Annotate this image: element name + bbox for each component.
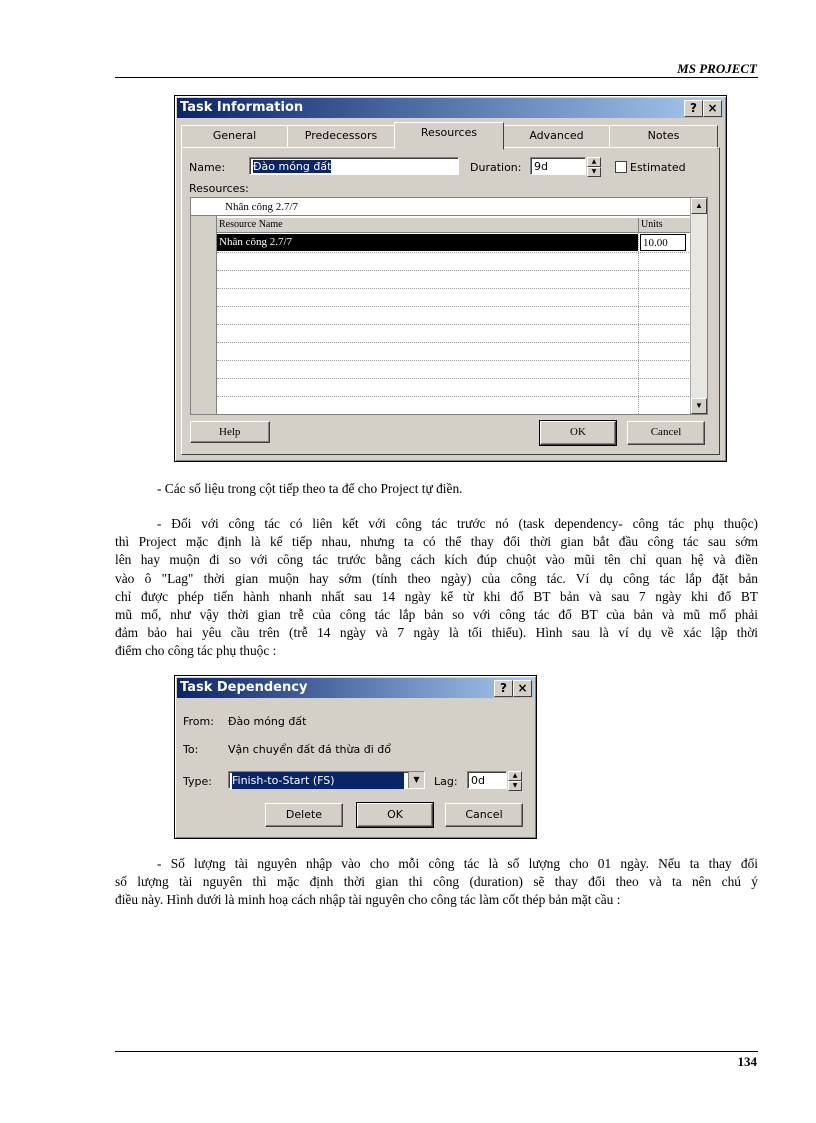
cancel-button[interactable]: Cancel [445,803,523,827]
page-header-title: MS PROJECT [677,61,757,76]
header-rule [115,77,758,78]
paragraph-3 [115,855,758,910]
scroll-down-icon[interactable]: ▼ [691,398,707,414]
spin-up-icon[interactable]: ▲ [587,157,601,167]
resource-name-cell: Nhân công 2.7/7 [219,236,293,248]
delete-button[interactable]: Delete [265,803,343,827]
estimated-checkbox[interactable] [615,161,627,173]
grid-line [217,288,689,289]
ok-button[interactable]: OK [357,803,433,827]
resources-grid[interactable] [190,197,708,415]
grid-line [217,270,689,271]
paragraph-3-line: điều này. Hình dưới là minh hoạ cách nhập tài nguyên cho công tác làm cốt thép bản mặt cầu : [115,892,621,908]
spin-down-icon[interactable]: ▼ [508,781,522,791]
dialog-title: Task Information [180,100,304,115]
help-icon[interactable]: ? [684,100,703,117]
column-header-units[interactable]: Units [639,218,691,233]
spin-down-icon[interactable]: ▼ [587,167,601,177]
cancel-button[interactable]: Cancel [627,421,705,445]
chevron-down-icon[interactable]: ▼ [408,772,424,788]
duration-input[interactable]: 9d [530,157,586,175]
grid-line [217,360,689,361]
paragraph-2-line: - Đối với công tác có liên kết với công tác trước nó (task dependency- công tác phụ thuộc) [157,516,758,531]
paragraph-3-line: số lượng tài nguyên thì mặc định thời gian thi công (duration) sẽ thay đổi theo và ta nên chú ý [115,874,758,890]
grid-line [217,378,689,379]
duration-label: Duration: [470,161,522,174]
grid-line [217,342,689,343]
name-label: Name: [189,161,226,174]
scroll-up-icon[interactable]: ▲ [691,198,707,214]
tab-general[interactable]: General [181,125,288,149]
table-row-selected[interactable] [217,234,638,251]
paragraph-2-line: lên hay muộn đi so với công tác trước bằng cách kích đúp chuột vào mũi tên chỉ quan hệ và điền [115,552,758,568]
dialog-title: Task Dependency [180,680,308,695]
paragraph-2-line: điểm cho công tác phụ thuộc : [115,643,277,659]
grid-scrollbar[interactable] [690,198,707,414]
paragraph-2-line: vào ô "Lag" thời gian muộn hay sớm (tính theo ngày) của công tác. Ví dụ công tác lắp đặt bản [115,570,758,586]
paragraph-1 [115,480,758,498]
task-dependency-dialog [174,675,537,839]
grid-line [217,252,689,253]
tab-notes[interactable]: Notes [609,125,718,149]
from-value: Đào móng đất [228,715,307,728]
spin-up-icon[interactable]: ▲ [508,771,522,781]
type-value: Finish-to-Start (FS) [232,772,404,789]
footer-rule [115,1051,758,1052]
paragraph-1-text: - Các số liệu trong cột tiếp theo ta để cho Project tự điền. [157,481,463,496]
ok-button[interactable]: OK [540,421,616,445]
help-button[interactable]: Help [190,421,270,443]
lag-label: Lag: [434,775,458,788]
to-label: To: [183,743,199,756]
dialog-title-bar [177,98,724,118]
duration-spinner[interactable] [587,157,601,175]
close-icon[interactable]: × [513,680,532,697]
tab-resources[interactable]: Resources [394,122,504,150]
resources-label: Resources: [189,182,249,195]
grid-edit-bar[interactable]: Nhân công 2.7/7 [191,198,691,216]
from-label: From: [183,715,214,728]
units-cell[interactable]: 10.00 [640,234,686,251]
to-value: Vận chuyển đất đá thừa đi đổ [228,743,391,756]
column-header-resource-name[interactable]: Resource Name [217,218,639,233]
grid-line [217,306,689,307]
name-value: Đào móng đất [253,160,332,173]
page-number: 134 [737,1054,757,1069]
grid-line [217,324,689,325]
name-input[interactable] [249,157,459,175]
units-divider [638,232,639,414]
paragraph-2-line: mũ mố, như vậy thời gian trễ của công tác lắp bản so với công tác đổ BT của bản và mũ mố phải [115,607,758,623]
close-icon[interactable]: × [703,100,722,117]
type-select[interactable] [228,771,425,789]
lag-spinner[interactable] [508,771,522,789]
paragraph-2-line: thì Project mặc định là kế tiếp nhau, nhưng ta có thể thay đổi thời gian bắt đầu công tác sau sớm [115,534,758,550]
row-header-column [191,216,217,414]
dialog-title-bar [177,678,534,698]
paragraph-2-line: chỉ được phép tiến hành nhanh nhất sau 14 ngày kể từ khi đổ BT bản và sau 7 ngày khi đổ BT [115,588,758,604]
tab-advanced[interactable]: Advanced [503,125,610,149]
type-label: Type: [183,775,212,788]
estimated-label: Estimated [630,161,686,174]
help-icon[interactable]: ? [494,680,513,697]
grid-line [217,396,689,397]
paragraph-3-line: - Số lượng tài nguyên nhập vào cho mỗi công tác là số lượng cho 01 ngày. Nếu ta thay đổi [157,856,758,871]
paragraph-2 [115,515,758,661]
lag-input[interactable]: 0d [467,771,507,789]
paragraph-2-line: đảm bảo hai yêu cầu trên (trễ 14 ngày và 7 ngày là tối thiểu). Hình sau là ví dụ về xác lập thời [115,625,758,641]
tab-predecessors[interactable]: Predecessors [287,125,395,149]
